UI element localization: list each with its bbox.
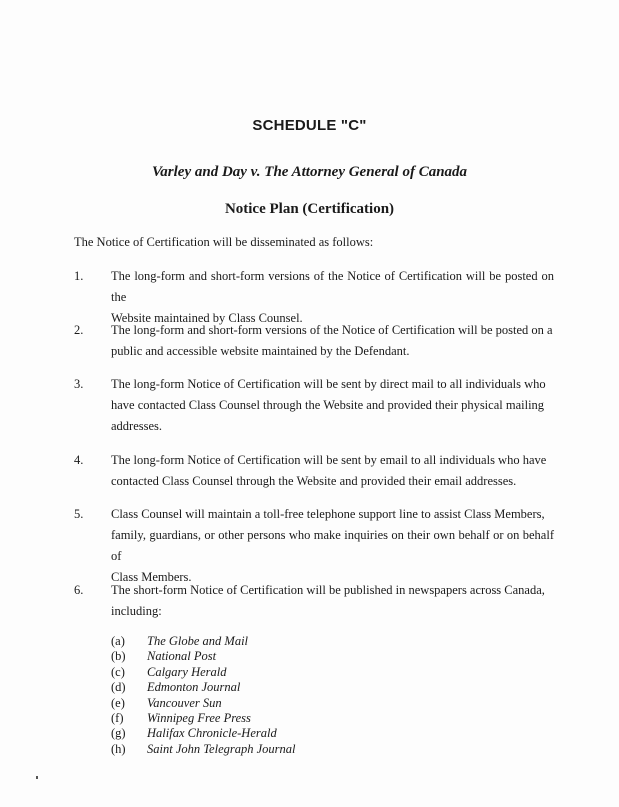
newspaper-item xyxy=(111,634,296,649)
newspaper-name: Edmonton Journal xyxy=(147,680,241,695)
item-line: The long-form and short-form versions of the Notice of Certification will be posted on a xyxy=(111,323,553,337)
item-line: public and accessible website maintained by the Defendant. xyxy=(111,344,410,358)
item-line: have contacted Class Counsel through the Website and provided their physical mailing xyxy=(111,398,545,412)
intro-paragraph: The Notice of Certification will be disseminated as follows: xyxy=(74,235,374,249)
scan-speck xyxy=(36,776,38,779)
item-text xyxy=(111,450,554,492)
newspaper-item xyxy=(111,649,296,664)
newspaper-list xyxy=(111,634,296,757)
newspaper-label: (f) xyxy=(111,711,124,726)
newspaper-label: (e) xyxy=(111,695,125,710)
item-number: 3. xyxy=(74,377,84,391)
schedule-title: SCHEDULE "C" xyxy=(252,117,367,134)
newspaper-name: Halifax Chronicle-Herald xyxy=(147,726,277,741)
item-text xyxy=(111,374,554,437)
item-number: 6. xyxy=(74,583,84,597)
case-title: Varley and Day v. The Attorney General of Canada xyxy=(151,164,468,180)
item-line: addresses. xyxy=(111,419,163,433)
newspaper-name: Calgary Herald xyxy=(147,664,227,679)
item-text xyxy=(111,580,554,622)
item-line: contacted Class Counsel through the Website and provided their email addresses. xyxy=(111,474,517,488)
newspaper-label: (a) xyxy=(111,634,125,648)
item-line: Website maintained by Class Counsel. xyxy=(111,311,303,325)
newspaper-name: National Post xyxy=(147,649,217,664)
newspaper-label: (c) xyxy=(111,664,125,679)
newspaper-label: (d) xyxy=(111,680,126,695)
newspaper-name: Vancouver Sun xyxy=(147,695,222,710)
newspaper-name: Winnipeg Free Press xyxy=(147,711,251,726)
newspaper-name: The Globe and Mail xyxy=(147,634,249,648)
item-line: The long-form and short-form versions of the Notice of Certification will be posted on the xyxy=(111,269,554,304)
newspaper-item xyxy=(111,680,296,695)
newspaper-item xyxy=(111,726,296,741)
newspaper-item xyxy=(111,665,296,680)
newspaper-label: (b) xyxy=(111,649,126,664)
item-number: 2. xyxy=(74,323,84,337)
item-line: including: xyxy=(111,604,162,618)
newspaper-item xyxy=(111,711,296,726)
plan-title: Notice Plan (Certification) xyxy=(224,201,395,217)
newspaper-label: (g) xyxy=(111,726,126,741)
item-text xyxy=(111,504,554,588)
newspaper-name: Saint John Telegraph Journal xyxy=(147,741,296,756)
item-line: family, guardians, or other persons who make inquiries on their own behalf or on behalf of xyxy=(111,528,554,563)
newspaper-label: (h) xyxy=(111,741,126,756)
item-line: The short-form Notice of Certification will be published in newspapers across Canada, xyxy=(111,583,545,597)
item-line: The long-form Notice of Certification will be sent by direct mail to all individuals who xyxy=(111,377,546,391)
item-line: Class Counsel will maintain a toll-free telephone support line to assist Class Members, xyxy=(111,507,545,521)
item-number: 1. xyxy=(74,269,84,283)
newspaper-item xyxy=(111,696,296,711)
item-text xyxy=(111,320,554,362)
item-line: Class Members. xyxy=(111,570,192,584)
newspaper-item xyxy=(111,742,296,757)
item-line: The long-form Notice of Certification will be sent by email to all individuals who have xyxy=(111,453,547,467)
item-number: 4. xyxy=(74,453,84,467)
item-number: 5. xyxy=(74,507,84,521)
